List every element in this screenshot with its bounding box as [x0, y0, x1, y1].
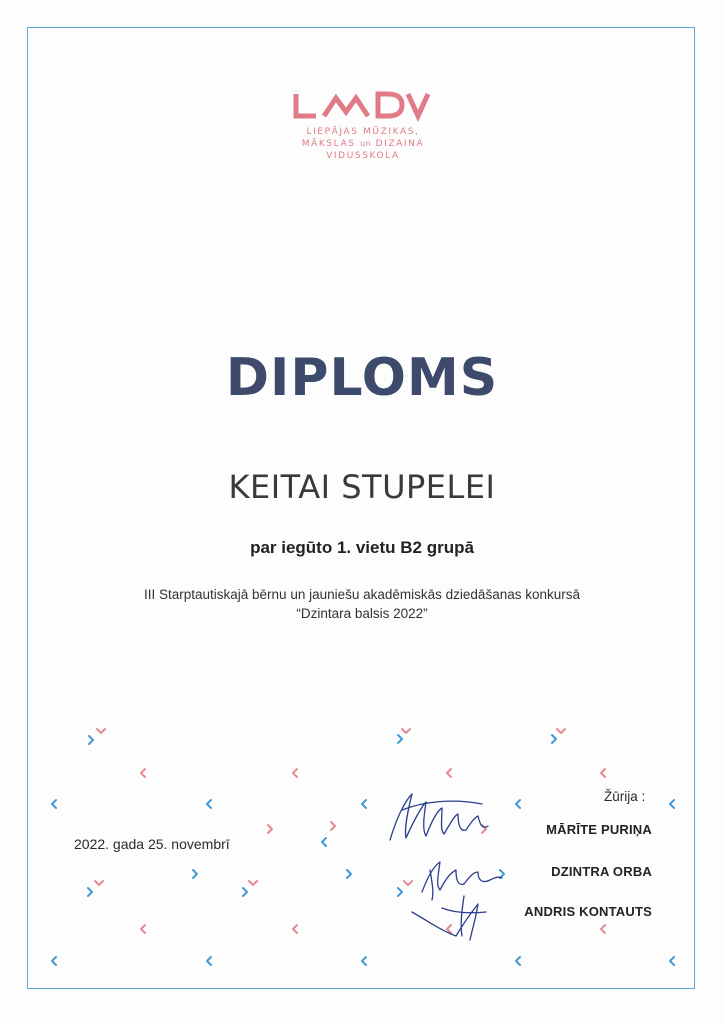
award-date: 2022. gada 25. novembrī: [74, 836, 230, 852]
chevron-icon: [362, 800, 366, 808]
chevron-icon: [141, 925, 145, 933]
jury-member-1: MĀRĪTE PURIŅA: [546, 822, 652, 837]
chevron-icon: [52, 800, 56, 808]
chevron-icon: [670, 800, 674, 808]
chevron-icon: [293, 769, 297, 777]
logo-text-line-3: VIDUSSKOLA: [326, 151, 400, 161]
logo-text-dizaina: DIZAINA: [375, 139, 425, 149]
chevron-icon: [516, 957, 520, 965]
chevron-icon: [95, 881, 103, 885]
chevron-icon: [88, 888, 92, 896]
chevron-icon: [207, 957, 211, 965]
chevron-icon: [207, 800, 211, 808]
chevron-icon: [552, 735, 556, 743]
contest-line-1: III Starptautiskajā bērnu un jauniešu akadēmiskās dziedāšanas konkursā: [143, 587, 580, 602]
jury-label: Žūrija :: [604, 789, 646, 804]
chevron-icon: [89, 736, 93, 744]
chevron-icon: [52, 957, 56, 965]
chevron-icon: [268, 825, 272, 833]
logo-text-un: un: [360, 139, 372, 148]
chevron-icon: [402, 729, 410, 733]
chevron-icon: [601, 925, 605, 933]
chevron-icon: [670, 957, 674, 965]
chevron-icon: [362, 957, 366, 965]
chevron-icon: [249, 881, 257, 885]
chevron-icon: [601, 769, 605, 777]
chevron-icon: [293, 925, 297, 933]
logo-text-maksla: MĀKSLAS: [301, 139, 356, 149]
chevron-icon: [516, 800, 520, 808]
chevron-icon: [322, 838, 326, 846]
chevron-icon: [557, 729, 565, 733]
recipient-name: KEITAI STUPELEI: [228, 468, 496, 506]
chevron-icon: [243, 888, 247, 896]
chevron-icon: [347, 870, 351, 878]
diploma-title: DIPLOMS: [225, 348, 499, 408]
award-text: par iegūto 1. vietu B2 grupā: [250, 538, 474, 557]
chevron-icon: [447, 769, 451, 777]
contest-line-2: “Dzintara balsis 2022”: [296, 606, 428, 621]
chevron-icon: [97, 729, 105, 733]
chevron-icon: [193, 870, 197, 878]
chevron-icon: [398, 735, 402, 743]
chevron-icon: [331, 822, 335, 830]
jury-signatures: [382, 780, 512, 950]
logo-text-line-1: LIEPĀJAS MŪZIKAS,: [306, 127, 420, 137]
jury-member-2: DZINTRA ORBA: [551, 864, 652, 879]
chevron-icon: [141, 769, 145, 777]
jury-member-3: ANDRIS KONTAUTS: [524, 904, 652, 919]
